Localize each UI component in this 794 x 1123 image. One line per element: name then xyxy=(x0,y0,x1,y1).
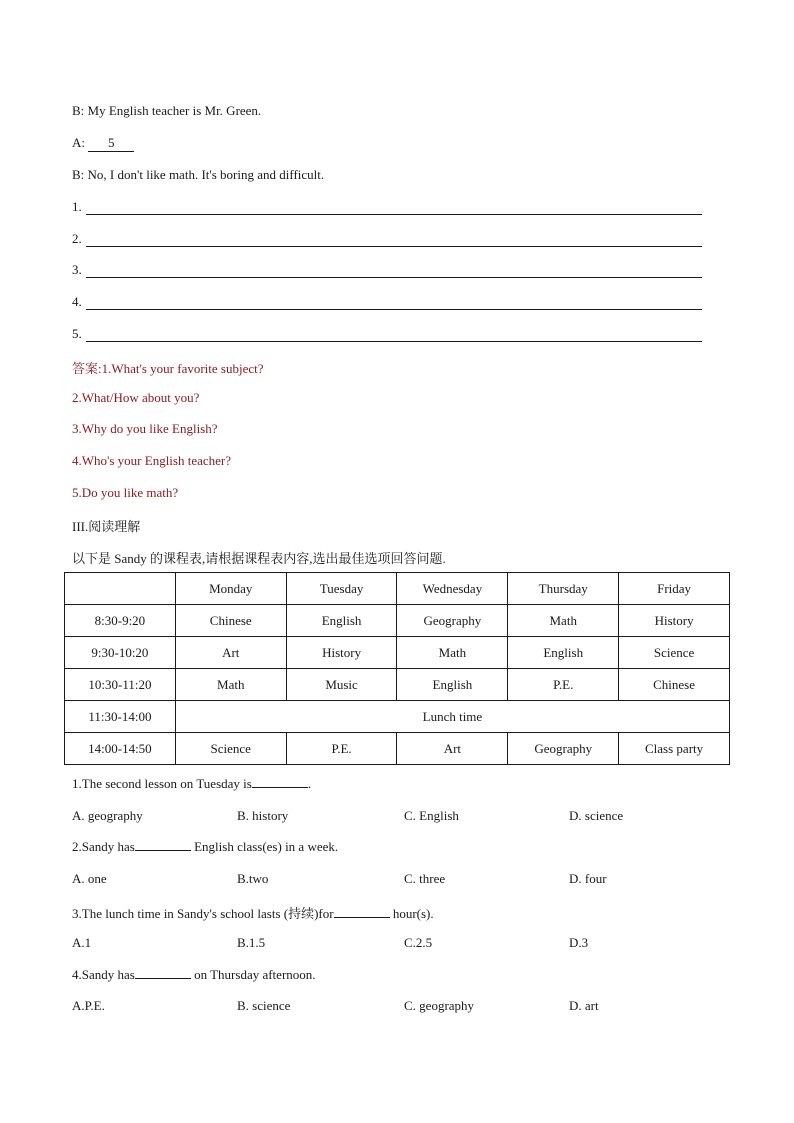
schedule-table xyxy=(64,572,730,765)
question-text: 3.The lunch time in Sandy's school lasts (持续)for xyxy=(72,906,334,921)
option-a[interactable]: A. geography xyxy=(72,808,143,823)
table-cell: Monday xyxy=(175,573,286,605)
table-cell: 9:30-10:20 xyxy=(65,637,176,669)
option-c[interactable]: C. geography xyxy=(404,998,475,1013)
answer-blank[interactable] xyxy=(252,787,308,788)
option-b[interactable]: B.two xyxy=(237,871,269,886)
table-cell xyxy=(65,573,176,605)
table-cell: 11:30-14:00 xyxy=(65,701,176,733)
table-row xyxy=(65,637,730,669)
option-a[interactable]: A.P.E. xyxy=(72,998,105,1013)
answer-1: 答案:1.What's your favorite subject? xyxy=(72,361,264,376)
lunch-time-cell: Lunch time xyxy=(175,701,729,733)
dialogue-b-math: B: No, I don't like math. It's boring and difficult. xyxy=(72,167,325,182)
table-cell: Math xyxy=(175,669,286,701)
table-cell: 10:30-11:20 xyxy=(65,669,176,701)
table-cell: Math xyxy=(508,605,619,637)
dialogue-a-prefix: A: xyxy=(72,135,89,150)
answer-2: 2.What/How about you? xyxy=(72,390,200,405)
question-text: . xyxy=(307,776,312,791)
option-d[interactable]: D.3 xyxy=(569,935,589,950)
option-b[interactable]: B. history xyxy=(237,808,289,823)
table-header-row xyxy=(65,573,730,605)
answer-5: 5.Do you like math? xyxy=(72,485,179,500)
option-b[interactable]: B. science xyxy=(237,998,291,1013)
question-text: 1.The second lesson on Tuesday is xyxy=(72,776,252,791)
table-cell: Geography xyxy=(508,733,619,765)
table-row xyxy=(65,669,730,701)
table-cell: Science xyxy=(175,733,286,765)
table-cell: Wednesday xyxy=(397,573,508,605)
table-cell: Art xyxy=(175,637,286,669)
dialogue-b-teacher: B: My English teacher is Mr. Green. xyxy=(72,103,262,118)
blank-line-2[interactable] xyxy=(72,231,702,249)
blank-line-1[interactable] xyxy=(72,199,702,217)
question-text: hour(s). xyxy=(389,906,434,921)
section-heading: III.阅读理解 xyxy=(72,519,141,534)
dialogue-a-blank xyxy=(72,135,134,152)
table-cell: Geography xyxy=(397,605,508,637)
blank-number: 4. xyxy=(72,294,82,309)
table-cell: History xyxy=(286,637,397,669)
table-cell: English xyxy=(286,605,397,637)
table-row xyxy=(65,605,730,637)
table-cell: Art xyxy=(397,733,508,765)
option-c[interactable]: C. three xyxy=(404,871,446,886)
answer-3: 3.Why do you like English? xyxy=(72,421,218,436)
blank-line-4[interactable] xyxy=(72,294,702,312)
table-cell: Tuesday xyxy=(286,573,397,605)
blank-line-3[interactable] xyxy=(72,262,702,280)
table-cell: Chinese xyxy=(619,669,730,701)
question-2 xyxy=(72,839,338,855)
table-cell: Chinese xyxy=(175,605,286,637)
table-cell: 8:30-9:20 xyxy=(65,605,176,637)
blank-number: 3. xyxy=(72,262,82,277)
table-cell: P.E. xyxy=(508,669,619,701)
table-cell: Math xyxy=(397,637,508,669)
question-4 xyxy=(72,967,316,983)
table-cell: Music xyxy=(286,669,397,701)
section-intro: 以下是 Sandy 的课程表,请根据课程表内容,选出最佳选项回答问题. xyxy=(72,551,446,566)
option-d[interactable]: D. science xyxy=(569,808,624,823)
table-cell: English xyxy=(397,669,508,701)
question-1 xyxy=(72,776,311,792)
option-c[interactable]: C.2.5 xyxy=(404,935,433,950)
table-cell: Class party xyxy=(619,733,730,765)
dialogue-blank-number: 5 xyxy=(88,135,134,152)
table-row xyxy=(65,733,730,765)
table-cell: History xyxy=(619,605,730,637)
blank-number: 5. xyxy=(72,326,82,341)
table-cell: Friday xyxy=(619,573,730,605)
blank-number: 1. xyxy=(72,199,82,214)
option-b[interactable]: B.1.5 xyxy=(237,935,266,950)
option-d[interactable]: D. four xyxy=(569,871,607,886)
answer-4: 4.Who's your English teacher? xyxy=(72,453,232,468)
answer-blank[interactable] xyxy=(135,850,191,851)
question-text: English class(es) in a week. xyxy=(190,839,339,854)
question-text: 4.Sandy has xyxy=(72,967,135,982)
option-a[interactable]: A.1 xyxy=(72,935,92,950)
table-cell: English xyxy=(508,637,619,669)
option-d[interactable]: D. art xyxy=(569,998,599,1013)
blank-number: 2. xyxy=(72,231,82,246)
option-a[interactable]: A. one xyxy=(72,871,107,886)
question-text: 2.Sandy has xyxy=(72,839,135,854)
table-cell: Thursday xyxy=(508,573,619,605)
table-cell: Science xyxy=(619,637,730,669)
blank-line-5[interactable] xyxy=(72,326,702,344)
table-cell: 14:00-14:50 xyxy=(65,733,176,765)
table-cell: P.E. xyxy=(286,733,397,765)
question-3 xyxy=(72,903,434,922)
answer-blank[interactable] xyxy=(135,978,191,979)
question-text: on Thursday afternoon. xyxy=(190,967,316,982)
answer-blank[interactable] xyxy=(334,917,390,918)
table-row-lunch xyxy=(65,701,730,733)
option-c[interactable]: C. English xyxy=(404,808,459,823)
